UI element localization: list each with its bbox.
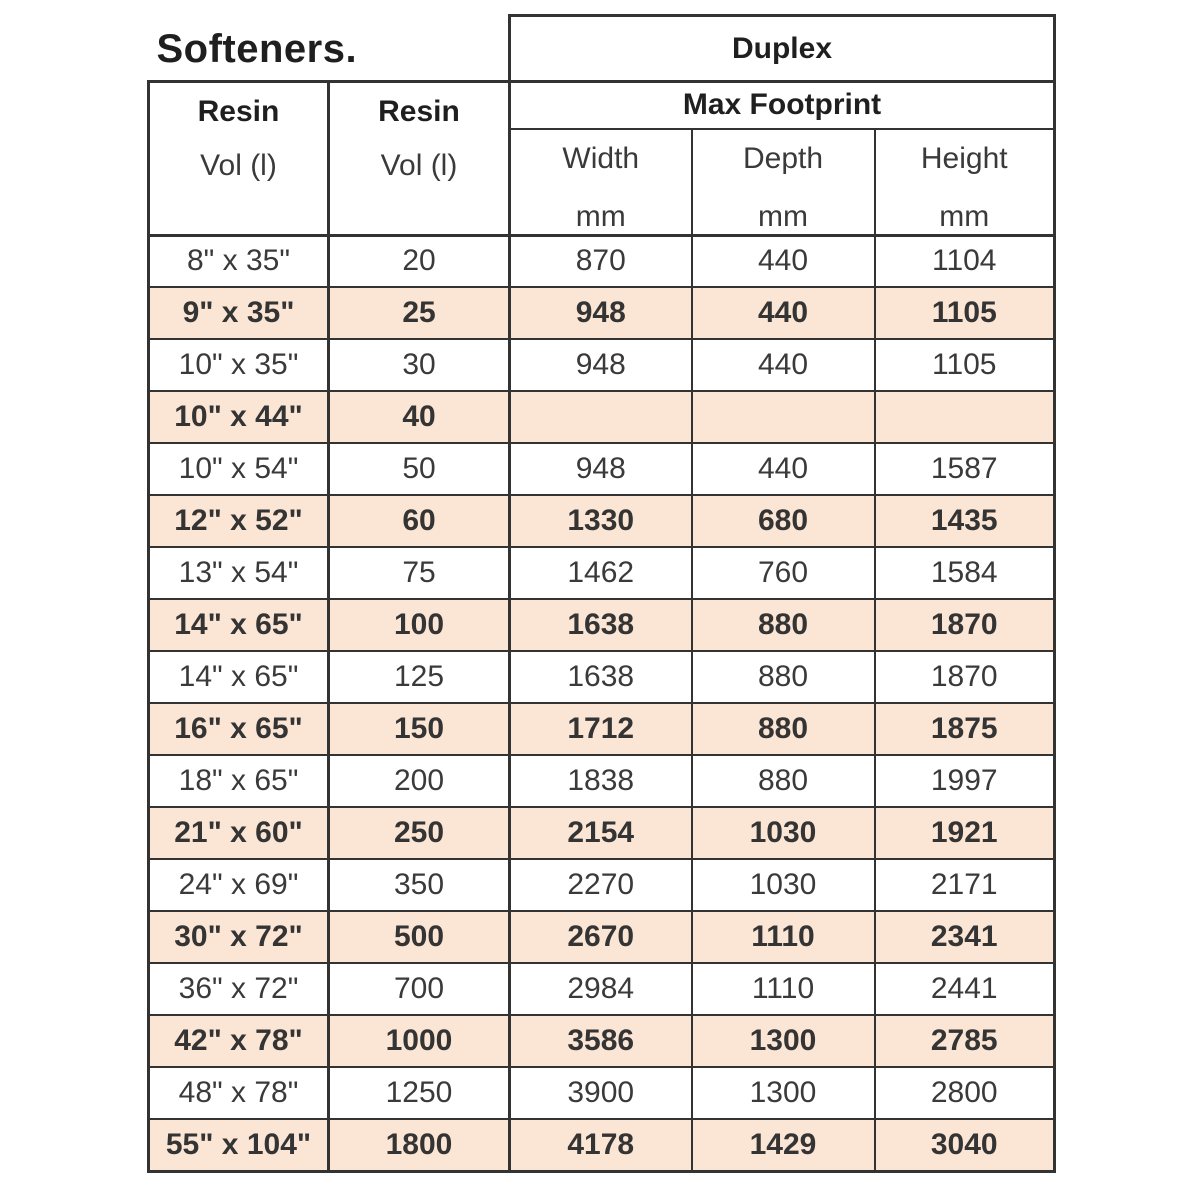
table-row	[149, 963, 1055, 1015]
cell-depth: 440	[692, 443, 875, 495]
table-row	[149, 495, 1055, 547]
cell-height: 2800	[875, 1067, 1055, 1119]
table-row	[149, 703, 1055, 755]
cell-resin-size: 36" x 72"	[149, 963, 329, 1015]
cell-resin-volume: 350	[329, 859, 510, 911]
cell-height: 1870	[875, 599, 1055, 651]
cell-width: 870	[510, 235, 692, 287]
column-header-height	[875, 129, 1055, 236]
softeners-table	[147, 14, 1056, 1173]
table-row	[149, 287, 1055, 339]
cell-resin-volume: 1000	[329, 1015, 510, 1067]
header-row-columns	[149, 82, 1055, 129]
cell-height: 1875	[875, 703, 1055, 755]
cell-width: 3586	[510, 1015, 692, 1067]
cell-resin-size: 30" x 72"	[149, 911, 329, 963]
table-row	[149, 1015, 1055, 1067]
cell-depth: 880	[692, 651, 875, 703]
table-body	[149, 235, 1055, 1171]
cell-resin-volume: 50	[329, 443, 510, 495]
column-header-resin-size	[149, 82, 329, 236]
cell-width: 948	[510, 339, 692, 391]
height-label: Height	[920, 141, 1008, 175]
cell-width: 1638	[510, 651, 692, 703]
table-row	[149, 235, 1055, 287]
cell-width: 2154	[510, 807, 692, 859]
cell-width: 2984	[510, 963, 692, 1015]
cell-height	[875, 391, 1055, 443]
cell-resin-size: 9" x 35"	[149, 287, 329, 339]
softeners-spec-sheet	[147, 14, 1056, 1173]
cell-resin-volume: 250	[329, 807, 510, 859]
resin-label: Resin	[197, 95, 280, 128]
cell-depth: 1110	[692, 911, 875, 963]
cell-resin-volume: 30	[329, 339, 510, 391]
cell-height: 2441	[875, 963, 1055, 1015]
cell-width: 2670	[510, 911, 692, 963]
cell-height: 1997	[875, 755, 1055, 807]
cell-resin-volume: 500	[329, 911, 510, 963]
cell-height: 2785	[875, 1015, 1055, 1067]
cell-height: 1104	[875, 235, 1055, 287]
cell-resin-size: 14" x 65"	[149, 599, 329, 651]
duplex-group-header: Duplex	[510, 16, 1055, 82]
cell-resin-volume: 700	[329, 963, 510, 1015]
cell-resin-size: 48" x 78"	[149, 1067, 329, 1119]
table-row	[149, 911, 1055, 963]
cell-resin-size: 55" x 104"	[149, 1119, 329, 1171]
cell-resin-size: 24" x 69"	[149, 859, 329, 911]
resin-label: Resin	[378, 95, 460, 128]
cell-depth: 1030	[692, 859, 875, 911]
depth-label: Depth	[742, 141, 824, 175]
width-label: Width	[562, 141, 640, 175]
cell-resin-volume: 75	[329, 547, 510, 599]
page-title: Softeners.	[156, 27, 358, 71]
cell-height: 1105	[875, 339, 1055, 391]
cell-resin-size: 10" x 54"	[149, 443, 329, 495]
cell-height: 3040	[875, 1119, 1055, 1171]
cell-resin-size: 16" x 65"	[149, 703, 329, 755]
cell-width: 948	[510, 443, 692, 495]
table-row	[149, 391, 1055, 443]
table-row	[149, 755, 1055, 807]
cell-height: 1921	[875, 807, 1055, 859]
cell-width: 2270	[510, 859, 692, 911]
table-row	[149, 599, 1055, 651]
cell-resin-size: 14" x 65"	[149, 651, 329, 703]
cell-width: 1838	[510, 755, 692, 807]
cell-resin-size: 21" x 60"	[149, 807, 329, 859]
cell-depth: 680	[692, 495, 875, 547]
cell-width: 1712	[510, 703, 692, 755]
cell-depth: 1030	[692, 807, 875, 859]
cell-height: 1435	[875, 495, 1055, 547]
cell-depth: 440	[692, 235, 875, 287]
header-row-group	[149, 16, 1055, 82]
cell-depth: 1110	[692, 963, 875, 1015]
resin-vol-unit-label: Vol (l)	[200, 149, 277, 182]
cell-width	[510, 391, 692, 443]
table-row	[149, 1067, 1055, 1119]
column-header-depth	[692, 129, 875, 236]
column-header-resin-volume	[329, 82, 510, 236]
cell-width: 4178	[510, 1119, 692, 1171]
cell-depth: 440	[692, 287, 875, 339]
table-row	[149, 547, 1055, 599]
cell-resin-size: 10" x 35"	[149, 339, 329, 391]
cell-depth: 440	[692, 339, 875, 391]
cell-resin-volume: 150	[329, 703, 510, 755]
cell-depth: 880	[692, 755, 875, 807]
cell-height: 1587	[875, 443, 1055, 495]
cell-width: 3900	[510, 1067, 692, 1119]
cell-depth: 880	[692, 599, 875, 651]
cell-resin-volume: 200	[329, 755, 510, 807]
cell-height: 1870	[875, 651, 1055, 703]
height-unit-label: mm	[939, 199, 990, 233]
table-row	[149, 1119, 1055, 1171]
cell-height: 2171	[875, 859, 1055, 911]
cell-height: 1105	[875, 287, 1055, 339]
table-row	[149, 339, 1055, 391]
width-unit-label: mm	[575, 199, 626, 233]
cell-resin-volume: 1800	[329, 1119, 510, 1171]
cell-resin-volume: 20	[329, 235, 510, 287]
cell-resin-size: 42" x 78"	[149, 1015, 329, 1067]
cell-depth	[692, 391, 875, 443]
cell-width: 1330	[510, 495, 692, 547]
cell-resin-size: 12" x 52"	[149, 495, 329, 547]
cell-height: 1584	[875, 547, 1055, 599]
cell-resin-volume: 100	[329, 599, 510, 651]
cell-resin-volume: 25	[329, 287, 510, 339]
table-row	[149, 651, 1055, 703]
max-footprint-header: Max Footprint	[510, 82, 1055, 129]
cell-depth: 760	[692, 547, 875, 599]
cell-resin-volume: 125	[329, 651, 510, 703]
depth-unit-label: mm	[758, 199, 808, 233]
cell-resin-volume: 40	[329, 391, 510, 443]
cell-depth: 1300	[692, 1067, 875, 1119]
cell-resin-size: 18" x 65"	[149, 755, 329, 807]
cell-depth: 880	[692, 703, 875, 755]
table-row	[149, 443, 1055, 495]
table-row	[149, 807, 1055, 859]
resin-vol-unit-label: Vol (l)	[380, 149, 458, 182]
cell-height: 2341	[875, 911, 1055, 963]
cell-depth: 1300	[692, 1015, 875, 1067]
cell-resin-volume: 1250	[329, 1067, 510, 1119]
cell-resin-size: 13" x 54"	[149, 547, 329, 599]
cell-resin-size: 10" x 44"	[149, 391, 329, 443]
cell-width: 1462	[510, 547, 692, 599]
column-header-width	[510, 129, 692, 236]
cell-width: 948	[510, 287, 692, 339]
cell-resin-volume: 60	[329, 495, 510, 547]
cell-depth: 1429	[692, 1119, 875, 1171]
cell-width: 1638	[510, 599, 692, 651]
table-row	[149, 859, 1055, 911]
cell-resin-size: 8" x 35"	[149, 235, 329, 287]
